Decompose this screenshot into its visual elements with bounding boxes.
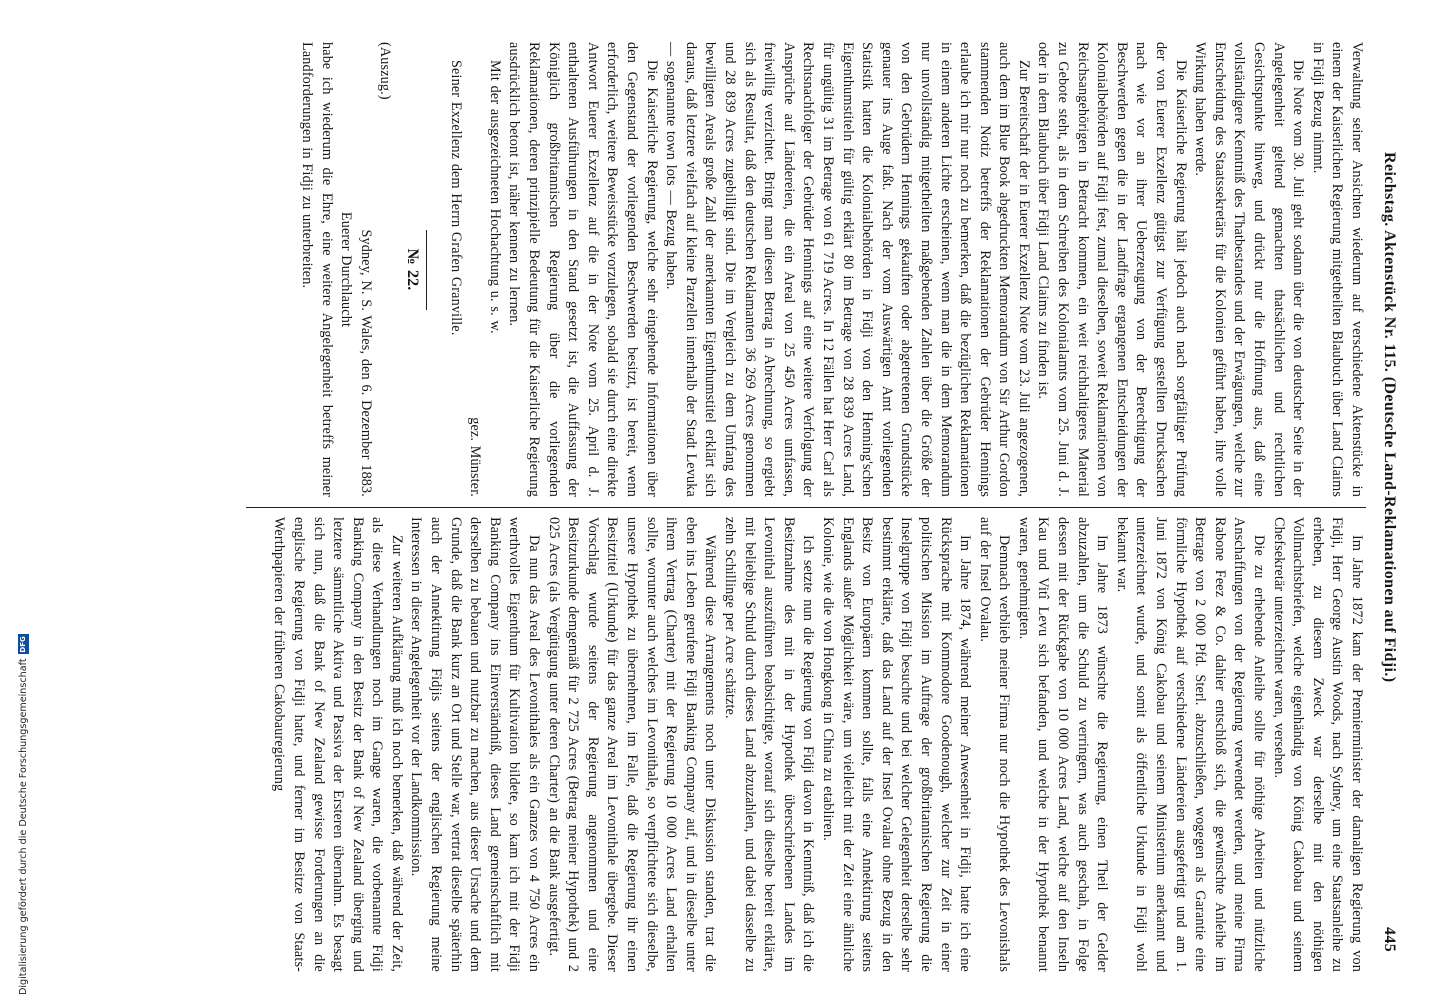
- paragraph: Demnach verblieb meiner Firma nur noch die Hypothek des Levonishals auf der Insel Ovalau.: [976, 517, 1013, 972]
- left-column: [266, 42, 1366, 497]
- column-divider: [246, 507, 1366, 508]
- addressee: Seiner Exzellenz dem Herrn Grafen Granville.: [447, 60, 464, 336]
- paragraph: Im Jahre 1874, während meiner Anwesenheit in Fidji, hatte ich eine Rücksprache mit Kommodore Goodenough, welcher zur Zeit in einer politischen Mission im Auftrage der großbritannischen Regierung die Inselgruppe von Fidji besuchte und bei welcher Gelegenheit derselbe sehr bestimmt erklärte, daß das Land auf der Insel Ovalau ohne Bezug in den Besitz von Europäern kommen sollte, falls eine Annektirung seitens Englands außer Möglichkeit wäre, um vielleicht mit der Zeit eine ähnliche Kolonie, wie die von Hongkong in China zu etabliren.: [819, 517, 974, 972]
- running-header-text: Reichstag. Aktenstück Nr. 115. (Deutsche Land-Reklamationen auf Fidji.): [1381, 152, 1398, 683]
- digitization-credit: [18, 634, 29, 995]
- signature: gez. Münster.: [467, 417, 484, 497]
- paragraph: Mit der ausgezeichneten Hochachtung u. s. w.: [486, 60, 503, 334]
- paragraph: Zur weiteren Aufklärung muß ich noch bemerken, daß während der Zeit, als diese Verhandlungen noch im Gange waren, die vorbenannte Fidji Banking Company in den Besitz der Bank of New Zealand überging und letztere sämmtliche Aktiva und Passiva der Ersteren übernahm. Es besagt sich nun, daß die Bank of New Zealand gewisse Forderungen an die englische Regierung von Fidji hatte, und ferner im Besitze von Staats-Werthpapieren der früheren Cakobauregierung: [271, 517, 405, 972]
- paragraph: Die zu erhebende Anleihe sollte für nöthige Arbeiten und nützliche Anschaffungen von der Regierung verwendet werden, und meine Firma Rabone Feez & Co. dahier entschloß sich, die gewünschte Anleihe im Betrage von 2 000 Pfd. Sterl. abzuschließen, wogegen als Garantie eine förmliche Hypothek auf verschiedene Ländereien ausgefertigt und am 1. Juni 1872 von König Cakobau und seinem Ministerium anerkannt und unterzeichnet wurde, und somit als öffentliche Urkunde in Fidji wohl bekannt war.: [1113, 517, 1268, 972]
- running-header: [1380, 152, 1398, 683]
- paragraph: Im Jahre 1873 wünschte die Regierung, einen Theil der Gelder abzuzahlen, um die Schuld zu verringern, was auch geschah, in Folge dessen mit der Rückgabe von 10 000 Acres Land, welche auf den Inseln Kau und Vitî Levu sich befanden, und welche in der Hypothek benannt waren, genehmigten.: [1015, 517, 1111, 972]
- paragraph: Im Jahre 1872 kam der Premierminister der damaligen Regierung von Fidji, Herr George Austin Woods, nach Sydney, um eine Staatsanleihe zu erheben, zu diesem Zweck war derselbe mit den nöthigen Vollmachtsbriefen, welche eigenhändig von König Cakobau und seinem Chefsekretär unterzeichnet waren, versehen.: [1270, 517, 1365, 972]
- paragraph: Die Note vom 30. Juli geht sodann über die von deutscher Seite in der Angelegenheit geltend gemachten thatsächlichen und rechtlichen Gesichtspunkte hinweg, und drückt nur die Hoffnung aus, daß eine vollständigere Kenntniß des Thatbestandes und der Erwägungen, welche zur Entscheidung des Staatssekretärs für die Kolonien geführt haben, ihre volle Wirkung haben werde.: [1192, 42, 1307, 497]
- paragraph: Zur Bereitschaft der in Euerer Exzellenz Note vom 23. Juli angezogenen, auch dem im Blue Book abgedruckten Memorandum von Sir Arthur Gordon stammenden Notiz betreffs der Reklamationen der Gebrüder Hennings erlaube ich mir nur noch zu bemerken, daß die bezüglichen Reklamationen in einem anderen Lichte erscheinen, wenn man die in dem Memorandum nur unvollständig mitgetheilten maßgebenden Zahlen über die Größe der von den Gebrüdern Hennings gekauften oder abgetretenen Grundstücke genauer ins Auge faßt. Nach der vom Auswärtigen Amt vorliegenden Statistik hatten die Kolonialbehörden in Fidji von den Henning'schen Eigenthumstiteln für gültig erklärt 80 im Betrage von 28 839 Acres Land, für ungültig 31 im Betrage von 61 719 Acres. In 12 Fällen hat Herr Carl als Rechtsnachfolger der Gebrüder Hennings auf eine weitere Verfolgung der Ansprüche auf Ländereien, die ein Areal von 25 450 Acres umfassen, freiwillig verzichtet. Bringt man diesen Betrag in Abrechnung, so ergiebt sich als Resultat, daß den deutschen Reklamanten 36 269 Acres genommen und 28 839 Acres zugebilligt sind. Die im Vergleich zu dem Umfang des bewilligten Areals große Zahl der anerkannten Eigenthumstitel erklärt sich daraus, daß letztere vielfach auf kleine Parzellen innerhalb der Stadt Levuka — sogenannte town lots — Bezug haben.: [663, 42, 1032, 497]
- dfg-logo: DFG: [19, 636, 27, 653]
- rotated-page: [33, 22, 1398, 982]
- credit-text: Digitalisierung gefördert durch die Deutsche Forschungsgemeinschaft: [18, 658, 29, 995]
- right-column: [41, 517, 1366, 972]
- document-number: № 22.: [404, 248, 422, 291]
- enclosure-label: (Auszug.): [377, 42, 394, 100]
- paragraph: Da nun das Areal des Levonithales als ein Ganzes von 4 750 Acres ein werthvolles Eigenthum für Kultivation bildete, so kam ich mit der Fidji Banking Company ins Einverständniß, dieses Land gemeinschaftlich mit derselben zu bebauen und nutzbar zu machen, aus dieser Ursache und dem Grunde, daß die Bank kurz an Ort und Stelle war, vertrat dieselbe späterhin auch der Annektirung Fidjis seitens der englischen Regierung meine Interessen in dieser Angelegenheit vor der Landkommission.: [408, 517, 543, 972]
- divider: [426, 230, 427, 310]
- salutation: Euerer Durchlaucht: [338, 211, 355, 328]
- paragraph: Verwaltung seiner Ansichten wiederum auf verschiedene Aktenstücke in einem der Kaiserlichen Regierung mitgetheilten Blaubuch über Land Claims in Fidji Bezug nimmt.: [1309, 42, 1365, 497]
- dateline: Sydney, N. S. Wales, den 6. Dezember 1883.: [357, 229, 374, 497]
- paragraph: Die Kaiserliche Regierung hält jedoch auch nach sorgfältiger Prüfung der von Euerer Exzellenz gütigst zur Verfügung gestellten Drucksachen nach wie vor an ihrer Ueberzeugung von der Berechtigung der Beschwerden gegen die in der Landfrage ergangenen Entscheidungen der Kolonialbehörden auf Fidji fest, zumal dieselben, soweit Reklamationen von Reichsangehörigen in Betracht kommen, ein weit reichhaltigeres Material zu Gebote steht, als in dem Schreiben des Kolonialamts vom 25. Juni d. J. oder in dem Blaubuch über Fidji Land Claims zu finden ist.: [1035, 42, 1189, 497]
- paragraph: Die Kaiserliche Regierung, welche sehr eingehende Informationen über den Gegenstand der vorliegenden Beschwerden besitzt, ist bereit, wenn erforderlich, weitere Beweisstücke vorzulegen, sobald sie durch eine direkte Antwort Euerer Exzellenz auf die in der Note vom 25. April d. J. enthaltenen Ausführungen in den Stand gesetzt ist, die Auffassung der Königlich großbritannischen Regierung über die vorliegenden Reklamationen, deren prinzipielle Bedeutung für die Kaiserliche Regierung ausdrücklich betont ist, näher kennen zu lernen.: [506, 42, 660, 497]
- paragraph: Während diese Arrangements noch unter Diskussion standen, trat die eben ins Leben gerufene Fidji Banking Company auf, und in dieselbe unter ihrem Vertrag (Charter) mit der Regierung 10 000 Acres Land erhalten sollte, worunter auch welches im Levonithale, so verpflichtete sich dieselbe, unsere Hypothek zu übernehmen, im Falle, daß die Regierung ihr einen Besitztitel (Urkunde) für das ganze Areal im Levonithale übergebe. Dieser Vorschlag wurde seitens der Regierung angenommen und eine Besitzurkunde demgemäß für 2 725 Acres (Betrag meiner Hypothek) und 2 025 Acres (als Vergütigung unter deren Charter) an die Bank ausgefertigt.: [545, 517, 719, 972]
- page-number: 445: [1381, 927, 1398, 953]
- paragraph: habe ich wiederum die Ehre, eine weitere Angelegenheit betreffs meiner Landforderungen in Fidji zu unterbreiten.: [299, 42, 335, 497]
- paragraph: Ich setzte nun die Regierung von Fidji davon in Kenntniß, daß ich die Besitznahme des mit in der Hypothek überschriebenen Landes im Levonithal auszuführen beabsichtigte, worauf sich dieselbe bereit erklärte, mit beliebige Schuld durch dieses Land abzuzahlen, und dabei dasselbe zu zehn Schillinge per Acre schätzte.: [722, 517, 817, 972]
